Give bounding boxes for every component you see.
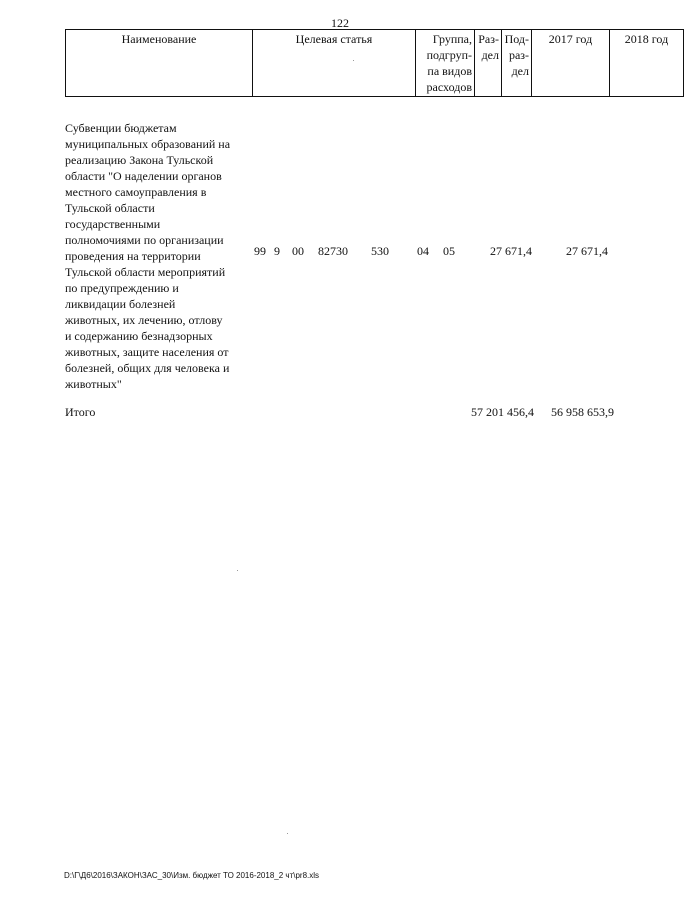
total-2017-value: 57 201 456,4 <box>471 405 534 419</box>
row-2017-value: 27 671,4 <box>490 244 532 258</box>
col-header-2017: 2017 год <box>532 30 610 97</box>
row-target-4: 82730 <box>318 244 348 258</box>
table-header <box>65 29 684 97</box>
col-header-group: Группа, подгруп-па видов расходов <box>416 30 475 97</box>
file-path-footer: D:\Г\Д6\2016\ЗАКОН\ЗАС_30\Изм. бюджет ТО 2016-2018_2 чт\pr8.xls <box>64 871 320 880</box>
row-name: Субвенции бюджетам муниципальных образований на реализацию Закона Тульской области "О наделении органов местного самоуправления в Тульской области государственными полномочиями по организации проведения на территории Тульской области мероприятий по предупреждению и ликвидации болезней животных, их лечению, отлову и содержанию безнадзорных животных, защите населения от болезней, общих для человека и животных" <box>65 121 231 391</box>
row-subsection: 05 <box>443 244 455 258</box>
row-group: 530 <box>371 244 389 258</box>
col-header-subsection: Под-раз-дел <box>502 30 532 97</box>
total-label: Итого <box>65 405 96 419</box>
scan-speck <box>287 833 288 834</box>
page-number: 122 <box>331 16 349 30</box>
col-header-name: Наименование <box>66 30 253 97</box>
scan-speck <box>237 570 238 571</box>
row-2018-value: 27 671,4 <box>566 244 608 258</box>
scan-speck <box>353 60 354 61</box>
col-header-section: Раз-дел <box>475 30 502 97</box>
row-target-1: 99 <box>254 244 266 258</box>
row-section: 04 <box>417 244 429 258</box>
row-target-2: 9 <box>274 244 280 258</box>
col-header-2018: 2018 год <box>610 30 684 97</box>
row-target-3: 00 <box>292 244 304 258</box>
col-header-target: Целевая статья <box>253 30 416 97</box>
total-2018-value: 56 958 653,9 <box>551 405 614 419</box>
